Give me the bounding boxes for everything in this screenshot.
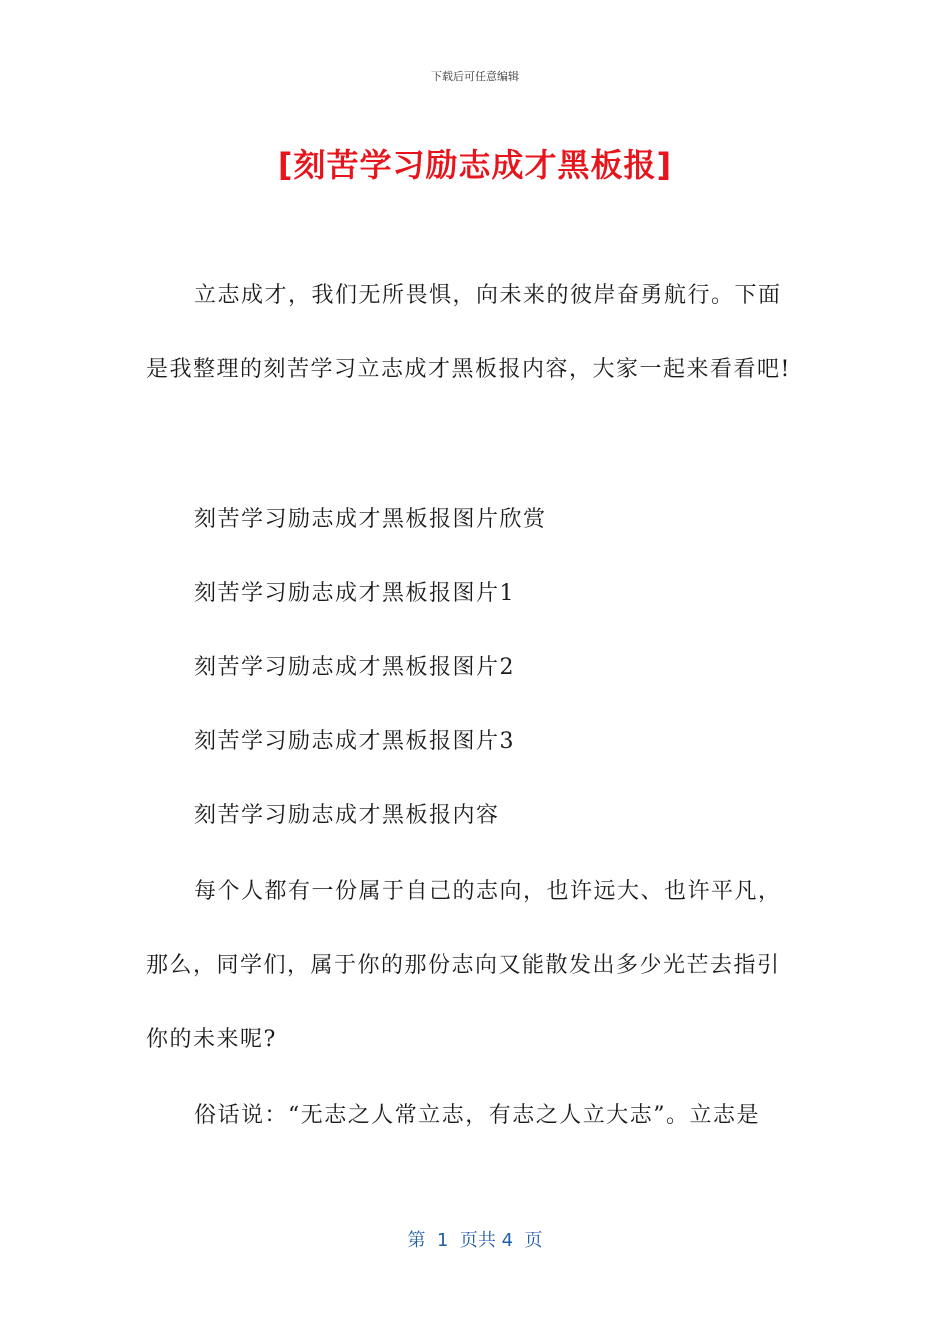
paragraph-line: 每个人都有一份属于自己的志向，也许远大、也许平凡， <box>194 879 782 904</box>
paragraph-line: 俗话说：“无志之人常立志，有志之人立大志”。立志是 <box>194 1103 760 1128</box>
paragraph-line: 刻苦学习励志成才黑板报内容 <box>194 803 500 828</box>
paragraph-line: 立志成才，我们无所畏惧，向未来的彼岸奋勇航行。下面 <box>194 283 782 308</box>
paragraph-line: 你的未来呢? <box>146 1027 277 1052</box>
paragraph-line: 刻苦学习励志成才黑板报图片欣赏 <box>194 507 547 532</box>
header-note: 下载后可任意编辑 <box>431 70 519 83</box>
paragraph-line: 刻苦学习励志成才黑板报图片1 <box>194 581 515 606</box>
paragraph-line: 刻苦学习励志成才黑板报图片2 <box>194 655 515 680</box>
document-title: [刻苦学习励志成才黑板报] <box>277 146 673 184</box>
paragraph-line: 是我整理的刻苦学习立志成才黑板报内容，大家一起来看看吧! <box>146 357 791 382</box>
page-footer: 第 1 页共 4 页 <box>407 1230 543 1251</box>
paragraph-line: 刻苦学习励志成才黑板报图片3 <box>194 729 515 754</box>
paragraph-line: 那么，同学们，属于你的那份志向又能散发出多少光芒去指引 <box>146 953 781 978</box>
